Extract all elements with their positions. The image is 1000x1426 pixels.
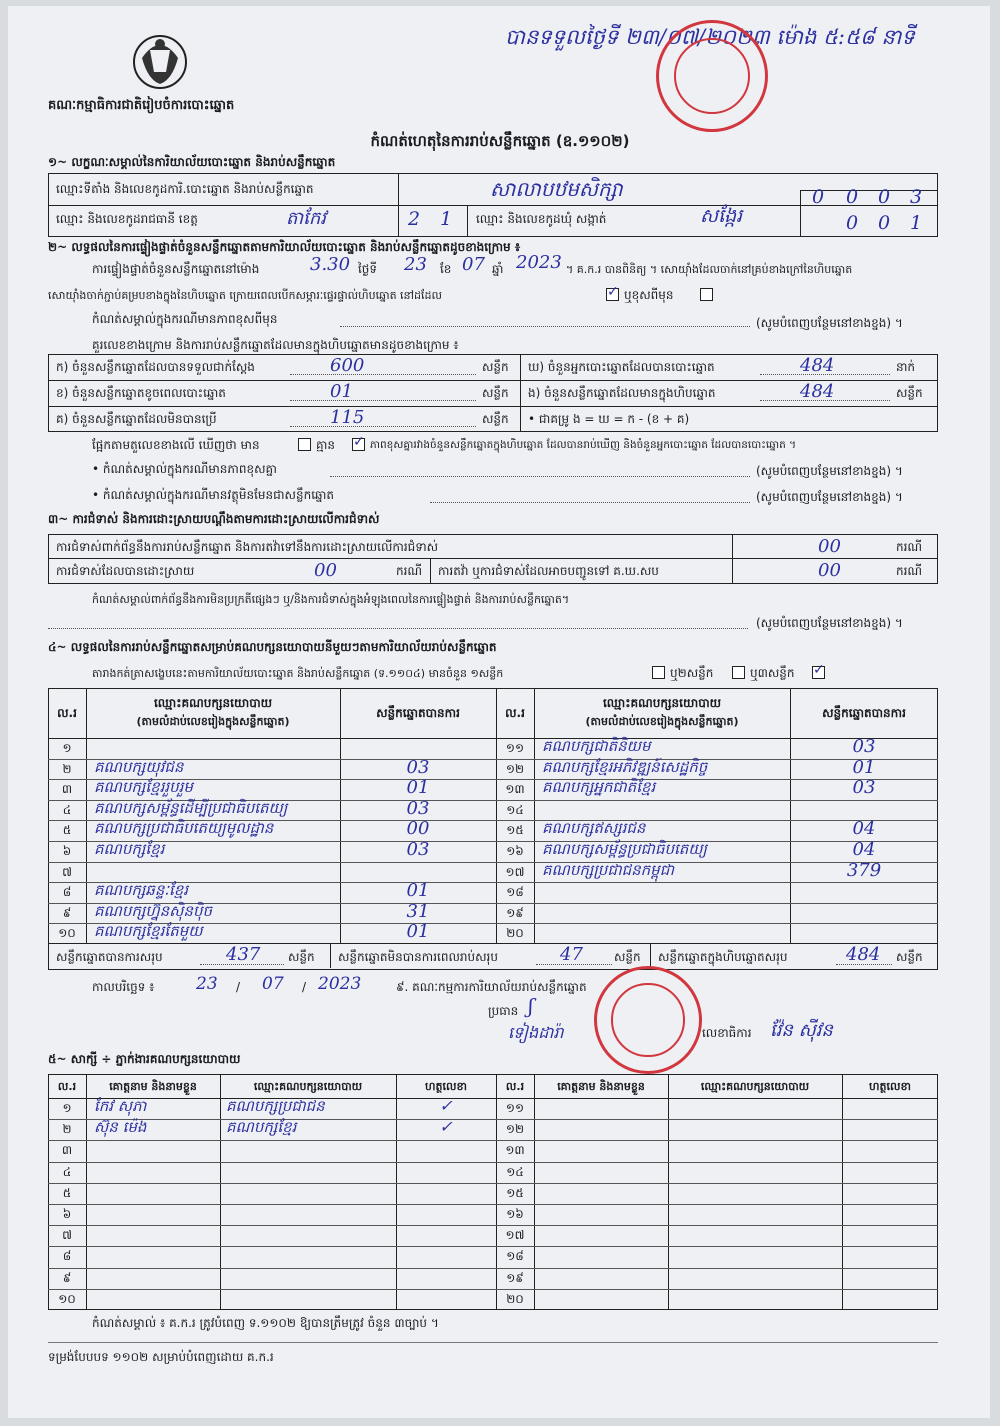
count-row-unit: សន្លឹក xyxy=(482,412,509,426)
total-invalid-unit: សន្លឹក xyxy=(614,950,641,964)
location-code-0: 0 xyxy=(812,186,825,208)
dotted-line xyxy=(290,426,476,427)
foreign-object-note-end: (សូមបំពេញបន្ថែមនៅខាងខ្នង) ។ xyxy=(756,490,903,504)
seal-note-label: កំណត់សម្គាល់ក្នុងករណីមានភាពខុសពីមុន xyxy=(92,312,278,326)
location-label: ឈ្មោះទីតាំង និងលេខកូដការិ.បោះឆ្នោត និងរាប់សន្លឹកឆ្នោត xyxy=(56,182,314,196)
witness-row-no: ៤ xyxy=(62,1164,72,1179)
commune-value: សង្កែរ xyxy=(700,205,743,227)
witness-row-no: ១ xyxy=(62,1101,72,1115)
party-row-votes: 01 xyxy=(406,777,430,799)
party-row-no: ១២ xyxy=(505,761,525,776)
province-label: ឈ្មោះ និងលេខកូដរាជធានី ខេត្ត xyxy=(56,212,198,226)
witness-col-header: ល.រ xyxy=(57,1080,77,1093)
party-row-name: គណបក្សប្រជាជនកម្ពុជា xyxy=(542,860,674,879)
witness-row-no: ១៧ xyxy=(505,1228,525,1243)
two-sheet-checkbox[interactable] xyxy=(732,666,745,679)
col-header-no: ល.រ xyxy=(505,706,525,720)
party-row-no: ១៣ xyxy=(505,782,525,797)
party-row-votes: 31 xyxy=(406,900,430,922)
year-label: ឆ្នាំ xyxy=(492,262,504,276)
witness-party: គណបក្សប្រជាជន xyxy=(226,1097,325,1115)
party-row-votes: 00 xyxy=(406,818,430,840)
divider xyxy=(48,1289,938,1290)
party-row-name: គណបក្សយុវជន xyxy=(94,757,184,776)
three-sheet-label: ឬ៣សន្លឹក xyxy=(750,666,795,680)
chair-signature: ʃ xyxy=(528,994,534,1018)
month-label: ខែ xyxy=(440,262,452,276)
divider xyxy=(86,1074,87,1310)
count-row-right-value: 484 xyxy=(800,355,835,376)
divider xyxy=(48,1225,938,1226)
count-row-right-label: ង) ចំនួនសន្លឹកឆ្នោតដែលមានក្នុងហិបឆ្នោត xyxy=(528,386,716,400)
witness-party: គណបក្សខ្មែរ xyxy=(226,1118,297,1137)
verification-time: 3.30 xyxy=(310,254,351,275)
col-header-party: ឈ្មោះគណបក្សនយោបាយ xyxy=(602,696,722,710)
party-row-name: គណបក្សសម្ព័ន្ធដើម្បីប្រជាធិបតេយ្យ xyxy=(94,798,288,817)
witness-row-no: ២០ xyxy=(506,1291,524,1306)
total-ballot-box-unit: សន្លឹក xyxy=(896,950,923,964)
col-header-party-sub: (តាមលំដាប់លេខរៀងក្នុងសន្លឹកឆ្នោត) xyxy=(585,715,739,728)
party-row-votes: 01 xyxy=(852,756,876,778)
count-row-right-unit: សន្លឹក xyxy=(896,386,923,400)
divider xyxy=(668,1074,669,1310)
committee-label: ៩. គណៈកម្មការការិយាល័យរាប់សន្លឹកឆ្នោត xyxy=(396,980,587,994)
witness-row-no: ៨ xyxy=(62,1249,72,1264)
witness-col-header: គោត្តនាម និងនាមខ្លួន xyxy=(557,1080,645,1093)
verification-day: 23 xyxy=(404,254,427,275)
party-row-name: គណបក្សអ្នកជាតិខ្មែរ xyxy=(542,778,656,797)
witness-col-header: គោត្តនាម និងនាមខ្លួន xyxy=(109,1080,197,1093)
location-code-3: 3 xyxy=(910,186,923,208)
chair-label: ប្រធាន xyxy=(488,1004,519,1018)
party-row-no: ១៨ xyxy=(506,885,524,900)
divider xyxy=(220,1074,221,1310)
resolved-objections-label: ការជំទាស់ដែលបានដោះស្រាយ xyxy=(56,564,195,578)
location-value: សាលាបឋមសិក្សា xyxy=(490,177,623,201)
dotted-line xyxy=(290,400,476,401)
objections-count-value: 00 xyxy=(818,536,841,557)
party-row-name: គណបក្សខ្មែររួបរួម xyxy=(94,778,193,797)
seal-changed-label: ឬខុសពីមុន xyxy=(624,288,674,302)
party-row-votes: 04 xyxy=(852,818,876,840)
province-value: តាកែវ xyxy=(286,208,326,229)
witness-row-no: ១៥ xyxy=(506,1185,524,1200)
objections-count-unit: ករណី xyxy=(896,540,923,554)
official-seal-bottom xyxy=(594,966,702,1074)
total-invalid-label: សន្លឹកឆ្នោតមិនបានការពេលរាប់សរុប xyxy=(338,950,498,964)
commune-code-0: 0 xyxy=(846,212,859,234)
party-row-votes: 03 xyxy=(406,839,430,860)
witness-row-no: ១៩ xyxy=(506,1270,524,1285)
witness-row-no: ៩ xyxy=(62,1270,72,1285)
party-row-name: គណបក្សខ្មែរតែមួយ xyxy=(94,922,203,941)
commune-label: ឈ្មោះ និងលេខកូដឃុំ សង្កាត់ xyxy=(476,212,607,226)
section1-title: ១~ លក្ខណៈសម្គាល់នៃការិយាល័យបោះឆ្នោត និងរាប់សន្លឹកឆ្នោត xyxy=(48,155,336,169)
date-month: 07 xyxy=(262,974,284,994)
count-row-right-label: ឃ) ចំនួនអ្នកបោះឆ្នោតដែលបានបោះឆ្នោត xyxy=(528,360,715,374)
party-row-no: ៧ xyxy=(62,864,72,879)
party-row-votes: 04 xyxy=(852,839,876,860)
party-row-name: គណបក្សឆន្ទៈខ្មែរ xyxy=(94,881,189,900)
verification-year: 2023 xyxy=(516,252,562,273)
chair-name: ទៀងដារ៉ា xyxy=(508,1023,564,1042)
party-row-no: ៣ xyxy=(61,782,73,797)
location-code-2: 0 xyxy=(878,186,891,208)
section5-title: ៥~ សាក្សី ÷ ភ្នាក់ងារគណបក្សនយោបាយ xyxy=(48,1052,241,1066)
form-title: កំណត់ហេតុនៃការរាប់សន្លឹកឆ្នោត (ឧ.១១០២) xyxy=(370,132,630,150)
irregularities-note-end: (សូមបំពេញបន្ថែមនៅខាងខ្នង) ។ xyxy=(756,616,903,630)
party-row-no: ១០ xyxy=(58,926,76,941)
divider xyxy=(48,1140,938,1141)
date-day: 23 xyxy=(196,974,218,994)
party-row-no: ២០ xyxy=(506,926,524,941)
witness-row-no: ១៦ xyxy=(506,1207,524,1221)
party-row-no: ១៦ xyxy=(506,844,524,858)
col-header-party: ឈ្មោះគណបក្សនយោបាយ xyxy=(153,696,273,710)
party-row-no: ១ xyxy=(62,741,72,755)
divider xyxy=(48,1183,938,1184)
org-name: គណៈកម្មាធិការជាតិរៀបចំការបោះឆ្នោត xyxy=(48,98,235,113)
count-row-label: ខ) ចំនួនសន្លឹកឆ្នោតខូចពេលបោះឆ្នោត xyxy=(56,386,226,400)
witness-row-no: ១៤ xyxy=(506,1164,524,1179)
official-seal-top xyxy=(656,20,768,132)
count-row-value: 01 xyxy=(330,381,353,402)
party-row-no: ៨ xyxy=(62,885,72,900)
count-row-label: គ) ចំនួនសន្លឹកឆ្នោតដែលមិនបានប្រើ xyxy=(56,412,217,426)
party-row-name: គណបក្សហ្វ៊ុនស៊ិនប៉ិច xyxy=(94,901,212,920)
witness-row-no: ១៨ xyxy=(506,1249,524,1264)
national-emblem-icon xyxy=(128,28,192,92)
divider xyxy=(842,1074,843,1310)
party-row-no: ១៧ xyxy=(505,864,525,879)
party-row-votes: 03 xyxy=(406,756,430,778)
party-row-no: ១៥ xyxy=(506,823,524,838)
divider xyxy=(790,688,791,944)
count-row-unit: សន្លឹក xyxy=(482,360,509,374)
secretary-label: លេខាធិការ xyxy=(702,1026,752,1040)
party-row-votes: 03 xyxy=(406,797,430,819)
col-header-votes: សន្លឹកឆ្នោតបានការ xyxy=(822,706,906,720)
witness-col-header: ឈ្មោះគណបក្សនយោបាយ xyxy=(700,1080,810,1093)
witness-row-no: ៥ xyxy=(62,1185,72,1200)
total-valid-unit: សន្លឹក xyxy=(288,950,315,964)
total-ballot-box-value: 484 xyxy=(846,944,881,965)
witness-row-no: ២ xyxy=(62,1122,72,1137)
witness-row-no: ១១ xyxy=(505,1101,525,1115)
irregularities-note-label: កំណត់សម្គាល់ពាក់ព័ន្ធនឹងការមិនប្រក្រតីផ្សេងៗ ឬ/និងការជំទាស់ក្នុងអំឡុងពេលនៃការផ្ទៀងផ្ទាត់ និងការរាប់សន្លឹកឆ្នោត។ xyxy=(92,593,570,606)
commune-code-2: 1 xyxy=(910,212,923,234)
divider xyxy=(48,1204,938,1205)
total-valid-value: 437 xyxy=(226,944,261,965)
verification-time-label: ការផ្ទៀងផ្ទាត់ចំនួនសន្លឹកឆ្នោតនៅម៉ោង xyxy=(92,262,260,276)
witness-row-no: ១២ xyxy=(505,1122,525,1137)
witness-row-no: ១៣ xyxy=(505,1143,525,1158)
counting-intro: គួរលេខខាងក្រោម និងការរាប់សន្លឹកឆ្នោតដែលមានក្នុងហិបឆ្នោតមានដូចខាងក្រោម ៖ xyxy=(92,338,459,352)
verification-month: 07 xyxy=(462,254,485,275)
witness-col-header: ល.រ xyxy=(505,1080,525,1093)
party-row-no: ៤ xyxy=(62,802,72,817)
province-code-1: 1 xyxy=(440,208,453,230)
divider xyxy=(534,1074,535,1310)
witness-signature: ✓ xyxy=(439,1096,453,1115)
party-row-name: គណបក្សប្រជាធិបតេយ្យមូលដ្ឋាន xyxy=(94,819,274,838)
seal-note-end: (សូមបំពេញបន្ថែមនៅខាងខ្នង) ។ xyxy=(756,316,903,330)
count-row-label: ក) ចំនួនសន្លឹកឆ្នោតដែលបានទទួលជាក់ស្ដែង xyxy=(56,360,255,374)
count-row-value: 115 xyxy=(330,407,365,428)
day-label: ថ្ងៃទី xyxy=(358,262,378,276)
discrepancy-note-label: • កំណត់សម្គាល់ក្នុងករណីមានភាពខុសគ្នា xyxy=(92,462,277,476)
divider xyxy=(48,1246,938,1247)
party-row-votes: 379 xyxy=(846,859,882,881)
discrepancy-note-end: (សូមបំពេញបន្ថែមនៅខាងខ្នង) ។ xyxy=(756,464,903,478)
col-header-no: ល.រ xyxy=(57,706,77,720)
footer-note: កំណត់សម្គាល់ ៖ គ.ក.រ ត្រូវបំពេញ ទ.១១០២ ឱ្យបានត្រឹមត្រូវ ចំនួន ៣ច្បាប់ ។ xyxy=(92,1316,439,1330)
party-row-name: គណបក្សខ្មែរ xyxy=(94,840,165,858)
party-row-name: គណបក្សសម្ព័ន្ធប្រជាធិបតេយ្យ xyxy=(542,840,708,858)
col-header-party-sub: (តាមលំដាប់លេខរៀងក្នុងសន្លឹកឆ្នោត) xyxy=(136,715,290,728)
form-footer: ទម្រង់បែបបទ ១១០២ សម្រាប់បំពេញដោយ គ.ក.រ xyxy=(48,1350,274,1364)
summary-sheet-count-label: តារាងកត់ត្រាសង្ខេបនេះតាមការិយាល័យបោះឆ្នោត និងរាប់សន្លឹកឆ្នោត (ទ.១១០៤) មានចំនួន ១សន្លឹក xyxy=(92,667,504,680)
witness-row-no: ៧ xyxy=(62,1228,72,1243)
party-row-no: ១៤ xyxy=(506,802,524,817)
party-row-votes: 01 xyxy=(406,880,430,902)
verification-text: ។ គ.ក.រ បានពិនិត្យ ។ សោយ៉ាំងដែលចាក់នៅគ្រប់ខាងក្រៅនៃហិបឆ្នោត xyxy=(566,263,853,276)
witness-name: ស៊ុន ម៉េង xyxy=(94,1118,147,1137)
total-valid-label: សន្លឹកឆ្នោតបានការសរុប xyxy=(56,950,163,964)
date-year: 2023 xyxy=(318,974,362,994)
witness-col-header: ហត្ថលេខា xyxy=(869,1080,911,1093)
count-row-right-value: 484 xyxy=(800,381,835,402)
date-label: កាលបរិច្ឆេទ ៖ xyxy=(92,980,155,994)
party-row-no: ៥ xyxy=(62,823,72,838)
divider xyxy=(48,1162,938,1163)
forwarded-objections-value: 00 xyxy=(818,560,841,581)
resolved-objections-unit: ករណី xyxy=(396,564,423,578)
party-row-votes: 03 xyxy=(852,736,876,757)
two-sheet-label: ឬ២សន្លឹក xyxy=(670,666,714,680)
witness-col-header: ហត្ថលេខា xyxy=(425,1080,467,1093)
check-mark-icon: ✓ xyxy=(813,662,825,678)
witness-row-no: ១០ xyxy=(58,1291,76,1306)
discrepancy-yes-checkbox[interactable] xyxy=(298,438,311,451)
commune-code-1: 0 xyxy=(878,212,891,234)
check-mark-icon: ✓ xyxy=(607,284,619,300)
resolved-objections-value: 00 xyxy=(314,560,337,581)
dotted-line xyxy=(290,374,476,375)
seal-changed-checkbox[interactable] xyxy=(700,288,713,301)
objections-count-label: ការជំទាស់ពាក់ព័ន្ធនឹងការរាប់សន្លឹកឆ្នោត និងការតវ៉ាទៅនឹងការដោះស្រាយលើការជំទាស់ xyxy=(56,540,439,554)
witness-row-no: ៦ xyxy=(62,1207,72,1221)
party-row-votes: 01 xyxy=(406,921,430,943)
party-row-no: ២ xyxy=(62,761,72,776)
divider xyxy=(48,1268,938,1269)
party-row-no: ៩ xyxy=(62,905,72,920)
witness-row-no: ៣ xyxy=(61,1143,73,1158)
party-row-name: គណបក្សខ្មែរអភិវឌ្ឍន៍សេដ្ឋកិច្ច xyxy=(542,757,708,776)
witness-signature: ✓ xyxy=(439,1117,453,1137)
section4-title: ៤~ លទ្ធផលនៃការរាប់សន្លឹកឆ្នោតសម្រាប់គណបក្សនយោបាយនីមួយៗតាមការិយាល័យរាប់សន្លឹកឆ្នោត xyxy=(48,640,497,654)
secretary-name: វ៉ែន ស៊ីវន xyxy=(770,1020,833,1041)
forwarded-objections-unit: ករណី xyxy=(896,564,923,578)
party-row-name: គណបក្សជាតិនិយម xyxy=(542,737,651,755)
party-row-votes: 03 xyxy=(852,777,876,799)
witness-name: កែវ សុភា xyxy=(94,1097,147,1115)
section3-title: ៣~ ការជំទាស់ និងការដោះស្រាយបណ្ដឹងតាមការដោះស្រាយលើការជំទាស់ xyxy=(48,512,380,526)
party-row-name: គណបក្សឥស្សរជន xyxy=(542,819,646,838)
one-sheet-checkbox[interactable] xyxy=(652,666,665,679)
date-separator: / xyxy=(302,980,307,994)
count-row-right-label: • ជាគម្រូ ង = ឃ = ក - (ខ + គ) xyxy=(528,412,690,426)
foreign-object-note-label: • កំណត់សម្គាល់ក្នុងករណីមានវត្ថុមិនមែនជាសន្លឹកឆ្នោត xyxy=(92,488,335,502)
discrepancy-label: ផ្អែកតាមតួលេខខាងលើ ឃើញថា មាន xyxy=(92,438,260,452)
location-code-1: 0 xyxy=(846,186,859,208)
discrepancy-text: ភាពខុសគ្នារវាងចំនួនសន្លឹកឆ្នោតក្នុងហិបឆ្នោត ដែលបានរាប់ឃើញ និងចំនួនអ្នកបោះឆ្នោត ដែលបានបោះឆ្នោត ។ xyxy=(370,439,797,451)
col-header-votes: សន្លឹកឆ្នោតបានការ xyxy=(376,706,460,720)
seal-check-text: សោយ៉ាំងចាក់ភ្ជាប់គម្របខាងក្នុងនៃហិបឆ្នោត ក្រោយពេលបើកសម្ភារៈផ្ទេរផ្ទាល់ហិបឆ្នោត នៅដដែល xyxy=(48,289,442,302)
province-code-0: 2 xyxy=(408,208,421,230)
witness-col-header: ឈ្មោះគណបក្សនយោបាយ xyxy=(253,1080,363,1093)
check-mark-icon: ✓ xyxy=(353,434,365,450)
party-row-no: ៦ xyxy=(62,844,72,858)
forwarded-objections-label: ការតវ៉ា ឬការជំទាស់ដែលអាចបញ្ជូនទៅ គ.ឃ.សប xyxy=(438,564,659,578)
count-row-right-unit: នាក់ xyxy=(896,360,916,374)
party-row-no: ១៩ xyxy=(506,905,524,920)
total-invalid-value: 47 xyxy=(560,944,583,965)
section2-title: ២~ លទ្ធផលនៃការផ្ទៀងផ្ទាត់ចំនួនសន្លឹកឆ្នោតតាមការិយាល័យបោះឆ្នោត និងរាប់សន្លឹកឆ្នោតដូចខាងក្រោម ៖ xyxy=(48,240,521,254)
total-ballot-box-label: សន្លឹកឆ្នោតក្នុងហិបឆ្នោតសរុប xyxy=(658,950,788,964)
count-row-unit: សន្លឹក xyxy=(482,386,509,400)
date-separator: / xyxy=(236,980,241,994)
party-row-no: ១១ xyxy=(505,741,525,755)
discrepancy-none-label: គ្មាន xyxy=(316,438,336,452)
count-row-value: 600 xyxy=(330,355,365,376)
handwritten-receipt-note: បានទទួលថ្ងៃទី ២៣/០៧/២០២៣ ម៉ោង ៥:៥៨ នាទី xyxy=(505,25,915,49)
